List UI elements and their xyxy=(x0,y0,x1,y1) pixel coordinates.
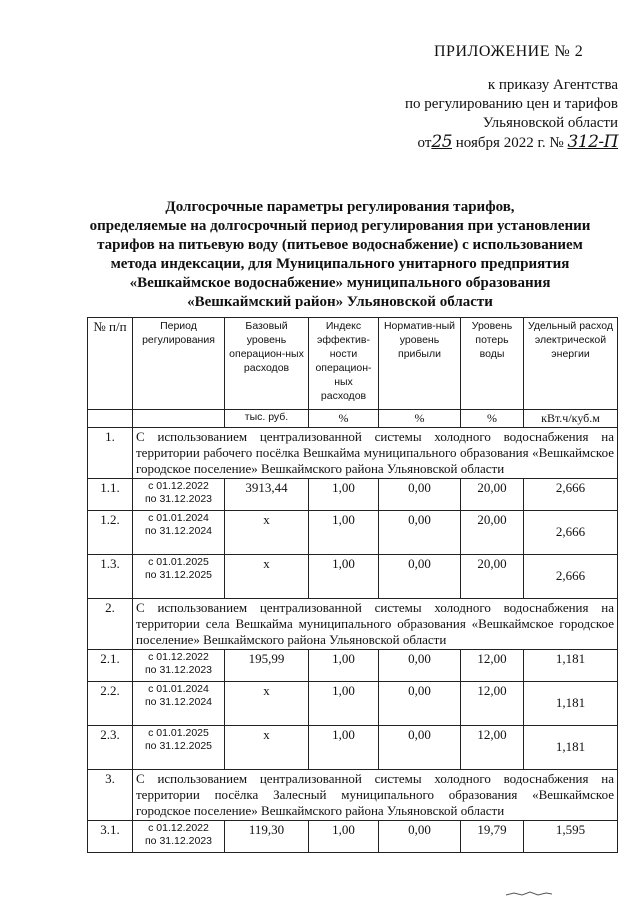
header-water-losses: Уровень потерь воды xyxy=(461,318,524,410)
header-energy-consumption: Удельный расход электрической энергии xyxy=(524,318,618,410)
row-number: 1.3. xyxy=(88,555,133,599)
section-description: С использованием централизованной системы холодного водоснабжения на территории села Вешкайма муниципального образования «Вешкаймское городское поселение» Вешкаймского района Ульяновской области xyxy=(133,599,618,650)
handwritten-day: 25 xyxy=(431,132,453,152)
row-period xyxy=(133,726,225,770)
table-row xyxy=(88,650,618,682)
table-header-row xyxy=(88,318,618,410)
section-description: С использованием централизованной системы холодного водоснабжения на территории рабочего посёлка Вешкайма муниципального образования «Вешкаймское городское поселение» Вешкаймского района Ульяновской области xyxy=(133,428,618,479)
unit-empty xyxy=(88,410,133,428)
table-row xyxy=(88,479,618,511)
period-from: с 01.12.2022 xyxy=(148,651,209,663)
cell-index: 1,00 xyxy=(309,726,379,770)
cell-losses: 20,00 xyxy=(461,479,524,511)
period-from: с 01.01.2024 xyxy=(148,683,209,695)
cell-energy: 1,181 xyxy=(524,726,618,770)
cell-losses: 20,00 xyxy=(461,511,524,555)
cell-losses: 12,00 xyxy=(461,726,524,770)
cell-base: 3913,44 xyxy=(225,479,309,511)
document-header xyxy=(318,42,618,153)
title-line: тарифов на питьевую воду (питьевое водоснабжение) с использованием xyxy=(97,237,583,253)
appendix-title: ПРИЛОЖЕНИЕ № 2 xyxy=(434,43,584,60)
period-to: по 31.12.2023 xyxy=(145,493,212,505)
period-to: по 31.12.2023 xyxy=(145,835,212,847)
period-to: по 31.12.2023 xyxy=(145,664,212,676)
cell-base: х xyxy=(225,511,309,555)
period-from: с 01.12.2022 xyxy=(148,480,209,492)
row-period xyxy=(133,479,225,511)
table-row xyxy=(88,821,618,853)
cell-index: 1,00 xyxy=(309,511,379,555)
row-number: 3.1. xyxy=(88,821,133,853)
table-row xyxy=(88,511,618,555)
order-ref-line-2: по регулированию цен и тарифов xyxy=(405,96,618,112)
unit-energy: кВт.ч/куб.м xyxy=(524,410,618,428)
cell-profit: 0,00 xyxy=(379,821,461,853)
row-period xyxy=(133,650,225,682)
cell-losses: 19,79 xyxy=(461,821,524,853)
cell-base: 119,30 xyxy=(225,821,309,853)
cell-energy: 2,666 xyxy=(524,555,618,599)
title-line: определяемые на долгосрочный период регулирования при установлении xyxy=(89,218,591,234)
title-line: «Вешкаймский район» Ульяновской области xyxy=(187,294,493,310)
row-number: 2.3. xyxy=(88,726,133,770)
row-period xyxy=(133,821,225,853)
order-ref-line-1: к приказу Агентства xyxy=(487,77,618,93)
row-number: 1.2. xyxy=(88,511,133,555)
period-from: с 01.01.2024 xyxy=(148,512,209,524)
cell-profit: 0,00 xyxy=(379,555,461,599)
row-period xyxy=(133,682,225,726)
order-date-line xyxy=(318,133,618,153)
page-edge-mark-icon xyxy=(504,889,554,897)
period-to: по 31.12.2024 xyxy=(145,525,212,537)
handwritten-order-number: 312-П xyxy=(567,132,618,152)
units-row xyxy=(88,410,618,428)
cell-index: 1,00 xyxy=(309,479,379,511)
row-period xyxy=(133,511,225,555)
cell-profit: 0,00 xyxy=(379,650,461,682)
table-row xyxy=(88,726,618,770)
cell-base: х xyxy=(225,555,309,599)
parameters-table xyxy=(87,317,618,853)
order-ref-line-3: Ульяновской области xyxy=(482,115,618,131)
section-row xyxy=(88,428,618,479)
section-row xyxy=(88,599,618,650)
header-num: № п/п xyxy=(88,318,133,410)
cell-profit: 0,00 xyxy=(379,479,461,511)
title-line: «Вешкаймское водоснабжение» муниципального образования xyxy=(129,275,551,291)
title-line: метода индексации, для Муниципального унитарного предприятия xyxy=(110,256,570,272)
header-base-costs: Базовый уровень операцион-ных расходов xyxy=(225,318,309,410)
unit-empty xyxy=(133,410,225,428)
period-to: по 31.12.2024 xyxy=(145,696,212,708)
date-rest: ноября 2022 г. № xyxy=(455,135,564,151)
period-to: по 31.12.2025 xyxy=(145,569,212,581)
row-number: 2.2. xyxy=(88,682,133,726)
section-description: С использованием централизованной системы холодного водоснабжения на территории посёлка Залесный муниципального образования «Вешкаймское городское поселение» Вешкаймского района Ульяновской области xyxy=(133,770,618,821)
cell-energy: 1,181 xyxy=(524,682,618,726)
section-number: 3. xyxy=(88,770,133,821)
header-efficiency-index: Индекс эффектив-ности операцион-ных расходов xyxy=(309,318,379,410)
unit-index: % xyxy=(309,410,379,428)
cell-losses: 12,00 xyxy=(461,650,524,682)
cell-index: 1,00 xyxy=(309,682,379,726)
document-title xyxy=(60,198,620,312)
cell-base: 195,99 xyxy=(225,650,309,682)
cell-index: 1,00 xyxy=(309,555,379,599)
section-number: 2. xyxy=(88,599,133,650)
cell-base: х xyxy=(225,726,309,770)
cell-base: х xyxy=(225,682,309,726)
cell-profit: 0,00 xyxy=(379,682,461,726)
header-period: Период регулирования xyxy=(133,318,225,410)
period-from: с 01.01.2025 xyxy=(148,556,209,568)
period-to: по 31.12.2025 xyxy=(145,740,212,752)
period-from: с 01.12.2022 xyxy=(148,822,209,834)
cell-energy: 1,181 xyxy=(524,650,618,682)
table-row xyxy=(88,555,618,599)
row-number: 1.1. xyxy=(88,479,133,511)
cell-energy: 2,666 xyxy=(524,511,618,555)
row-number: 2.1. xyxy=(88,650,133,682)
cell-energy: 1,595 xyxy=(524,821,618,853)
cell-profit: 0,00 xyxy=(379,511,461,555)
header-profit-level: Норматив-ный уровень прибыли xyxy=(379,318,461,410)
cell-index: 1,00 xyxy=(309,650,379,682)
title-line: Долгосрочные параметры регулирования тарифов, xyxy=(165,199,515,215)
table-row xyxy=(88,682,618,726)
cell-index: 1,00 xyxy=(309,821,379,853)
unit-base: тыс. руб. xyxy=(225,410,309,428)
row-period xyxy=(133,555,225,599)
unit-profit: % xyxy=(379,410,461,428)
section-row xyxy=(88,770,618,821)
cell-losses: 12,00 xyxy=(461,682,524,726)
cell-profit: 0,00 xyxy=(379,726,461,770)
date-prefix: от xyxy=(417,135,432,151)
section-number: 1. xyxy=(88,428,133,479)
cell-losses: 20,00 xyxy=(461,555,524,599)
cell-energy: 2,666 xyxy=(524,479,618,511)
period-from: с 01.01.2025 xyxy=(148,727,209,739)
unit-losses: % xyxy=(461,410,524,428)
